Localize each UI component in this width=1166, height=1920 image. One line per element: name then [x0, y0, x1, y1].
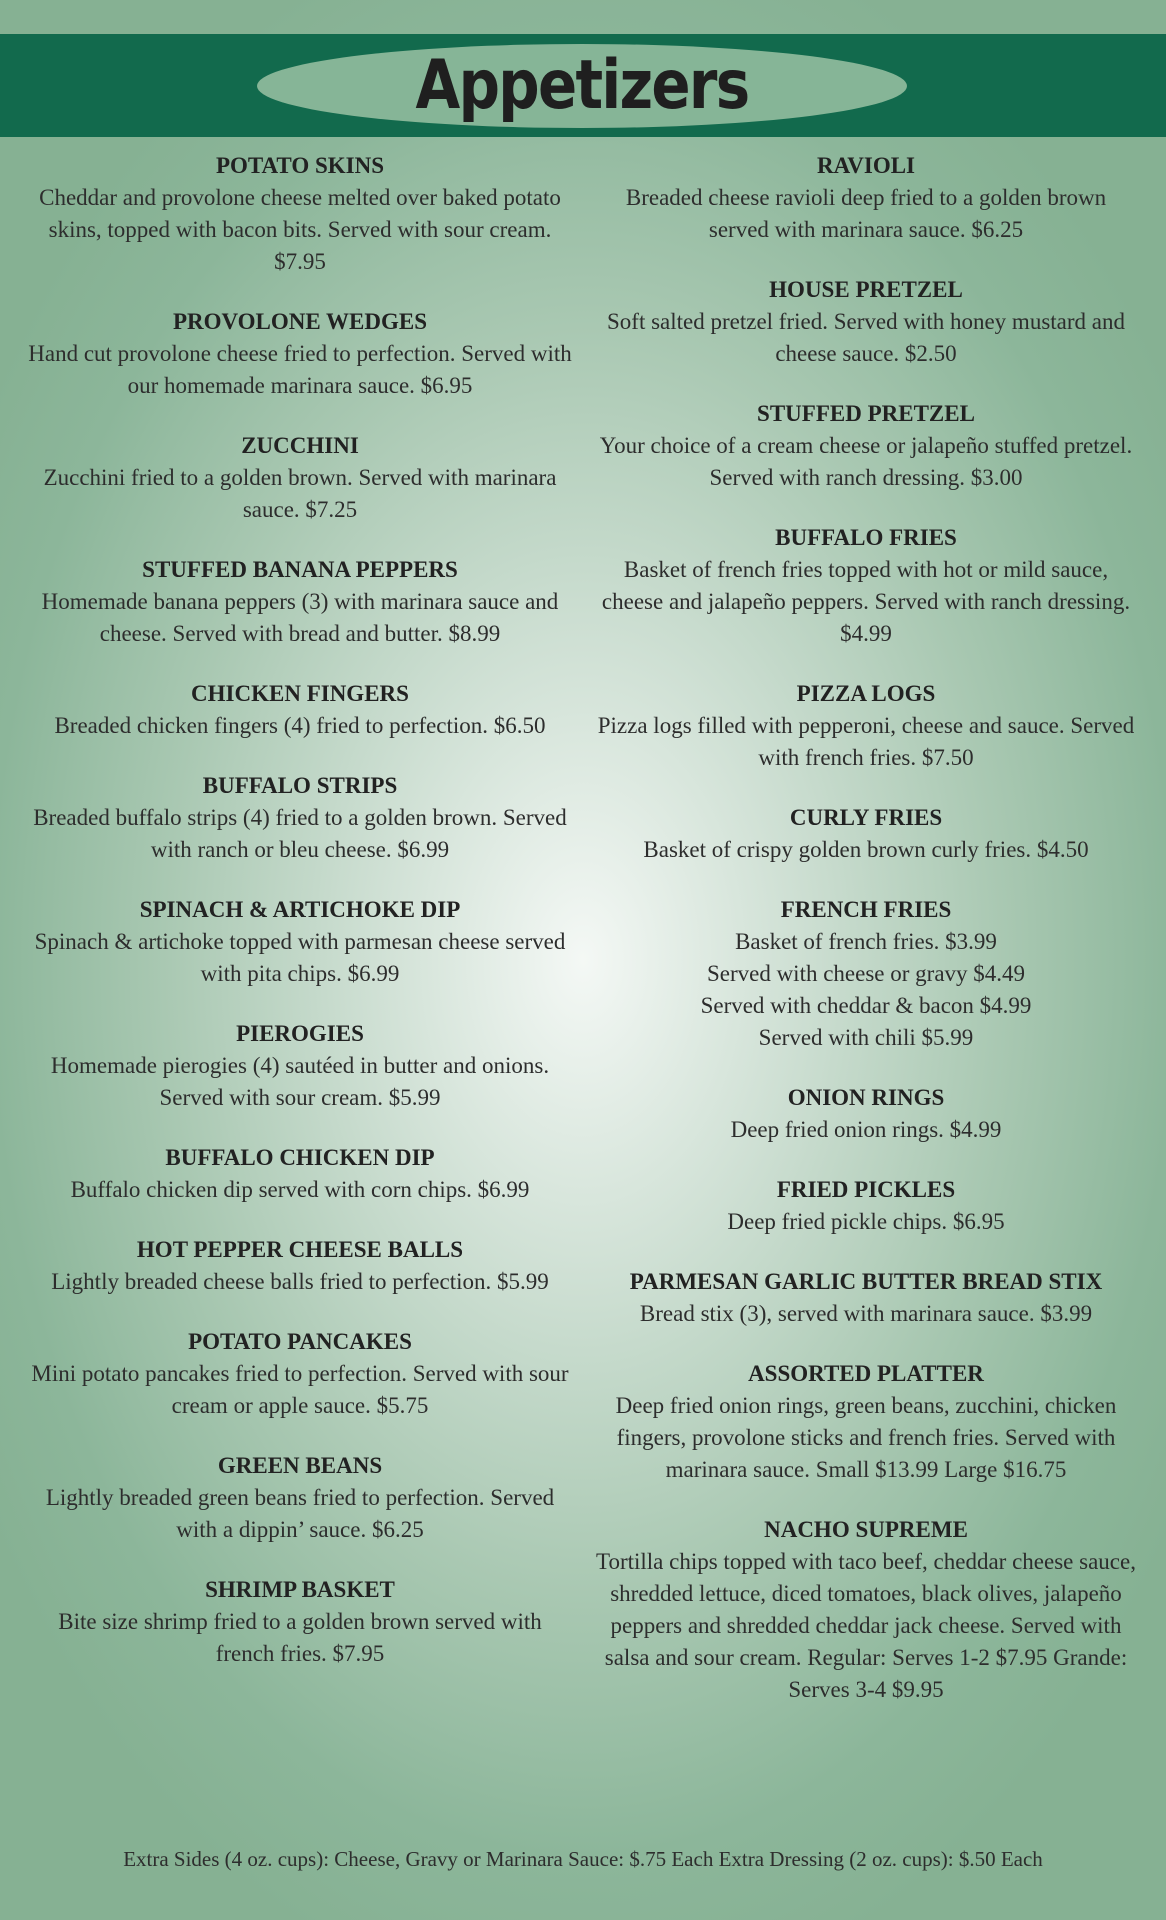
menu-item — [28, 150, 572, 278]
menu-item — [594, 802, 1138, 866]
menu-item — [28, 554, 572, 650]
menu-item — [28, 1018, 572, 1114]
extras-footer: Extra Sides (4 oz. cups): Cheese, Gravy or Marinara Sauce: $.75 Each Extra Dressing (2 oz. cups): $.50 Each — [123, 1847, 1043, 1871]
menu-item — [28, 1450, 572, 1546]
item-name: CHICKEN FINGERS — [191, 681, 409, 706]
item-name: BUFFALO CHICKEN DIP — [165, 1145, 435, 1170]
item-name: HOUSE PRETZEL — [769, 277, 963, 302]
menu-item — [28, 306, 572, 402]
menu-item — [28, 1574, 572, 1670]
item-description: Soft salted pretzel fried. Served with honey mustard and cheese sauce. $2.50 — [607, 309, 1125, 366]
item-description-line: Served with cheddar & bacon $4.99 — [700, 993, 1032, 1018]
item-description: Your choice of a cream cheese or jalapeño stuffed pretzel. Served with ranch dressing. $3.00 — [599, 433, 1133, 490]
menu-item — [594, 1266, 1138, 1330]
item-description: Lightly breaded green beans fried to perfection. Served with a dippin’ sauce. $6.25 — [45, 1485, 555, 1542]
item-name: FRIED PICKLES — [776, 1177, 956, 1202]
menu-item — [594, 522, 1138, 650]
item-description-line: Basket of french fries. $3.99 — [735, 929, 997, 954]
menu-item — [28, 1326, 572, 1422]
item-name: FRENCH FRIES — [780, 897, 952, 922]
menu-item — [28, 430, 572, 526]
item-name: SPINACH & ARTICHOKE DIP — [139, 897, 461, 922]
item-name: CURLY FRIES — [789, 805, 943, 830]
item-name: SHRIMP BASKET — [205, 1577, 395, 1602]
item-name: BUFFALO STRIPS — [202, 773, 398, 798]
item-description: Deep fried onion rings. $4.99 — [730, 1117, 1002, 1142]
item-description: Breaded buffalo strips (4) fried to a golden brown. Served with ranch or bleu cheese. $6.99 — [33, 805, 567, 862]
item-description: Buffalo chicken dip served with corn chips. $6.99 — [70, 1177, 530, 1202]
menu-title: Appetizers — [415, 46, 749, 125]
item-description: Cheddar and provolone cheese melted over baked potato skins, topped with bacon bits. Served with sour cream. $7.95 — [39, 185, 561, 274]
menu-item — [594, 274, 1138, 370]
item-description: Deep fried pickle chips. $6.95 — [727, 1209, 1005, 1234]
item-name: PIZZA LOGS — [796, 681, 936, 706]
item-description: Tortilla chips topped with taco beef, cheddar cheese sauce, shredded lettuce, diced tomatoes, black olives, jalapeño peppers and shredded cheddar jack cheese. Served with salsa and sour cream. Regular: Serves 1-2 $7.95 Grande: Serves 3-4 $9.95 — [596, 1549, 1136, 1702]
menu-item — [28, 1142, 572, 1206]
right-column — [594, 150, 1138, 1734]
item-name: RAVIOLI — [817, 153, 915, 178]
item-description-line: Served with chili $5.99 — [758, 1025, 974, 1050]
menu-item — [594, 1514, 1138, 1706]
item-name: ONION RINGS — [787, 1085, 945, 1110]
menu-item — [28, 770, 572, 866]
menu-item — [594, 150, 1138, 246]
item-name: STUFFED BANANA PEPPERS — [142, 557, 458, 582]
menu-item — [28, 1234, 572, 1298]
item-name: POTATO SKINS — [215, 153, 385, 178]
menu-item — [28, 678, 572, 742]
item-name: PROVOLONE WEDGES — [172, 309, 428, 334]
item-description: Basket of french fries topped with hot or mild sauce, cheese and jalapeño peppers. Served with ranch dressing. $4.99 — [601, 557, 1131, 646]
item-description: Homemade pierogies (4) sautéed in butter and onions. Served with sour cream. $5.99 — [50, 1053, 550, 1110]
menu-item — [594, 398, 1138, 494]
item-name: ZUCCHINI — [241, 433, 359, 458]
item-description: Breaded cheese ravioli deep fried to a golden brown served with marinara sauce. $6.25 — [625, 185, 1107, 242]
item-description-line: Served with cheese or gravy $4.49 — [706, 961, 1026, 986]
item-description: Pizza logs filled with pepperoni, cheese and sauce. Served with french fries. $7.50 — [597, 713, 1135, 770]
item-name: BUFFALO FRIES — [775, 525, 957, 550]
item-name: POTATO PANCAKES — [188, 1329, 412, 1354]
item-name: GREEN BEANS — [217, 1453, 383, 1478]
item-description: Breaded chicken fingers (4) fried to perfection. $6.50 — [54, 713, 546, 738]
menu-item — [28, 894, 572, 990]
menu-item — [594, 894, 1138, 1054]
item-description: Deep fried onion rings, green beans, zucchini, chicken fingers, provolone sticks and french fries. Served with marinara sauce. Small $13.99 Large $16.75 — [615, 1393, 1117, 1482]
left-column — [28, 150, 572, 1698]
item-name: PARMESAN GARLIC BUTTER BREAD STIX — [629, 1269, 1103, 1294]
item-name: HOT PEPPER CHEESE BALLS — [136, 1237, 464, 1262]
item-description: Bread stix (3), served with marinara sauce. $3.99 — [639, 1301, 1093, 1326]
item-description: Basket of crispy golden brown curly fries. $4.50 — [643, 837, 1089, 862]
menu-item — [594, 1174, 1138, 1238]
item-description: Lightly breaded cheese balls fried to perfection. $5.99 — [51, 1269, 549, 1294]
item-description: Homemade banana peppers (3) with marinara sauce and cheese. Served with bread and butter. $8.99 — [41, 589, 559, 646]
menu-item — [594, 1082, 1138, 1146]
menu-item — [594, 1358, 1138, 1486]
menu-item — [594, 678, 1138, 774]
item-description: Hand cut provolone cheese fried to perfection. Served with our homemade marinara sauce. $6.95 — [28, 341, 572, 398]
item-description: Zucchini fried to a golden brown. Served with marinara sauce. $7.25 — [43, 465, 557, 522]
item-description: Spinach & artichoke topped with parmesan cheese served with pita chips. $6.99 — [34, 929, 566, 986]
item-name: ASSORTED PLATTER — [748, 1361, 984, 1386]
item-name: PIEROGIES — [236, 1021, 364, 1046]
item-description: Mini potato pancakes fried to perfection. Served with sour cream or apple sauce. $5.75 — [31, 1361, 569, 1418]
item-name: STUFFED PRETZEL — [757, 401, 975, 426]
item-name: NACHO SUPREME — [764, 1517, 968, 1542]
item-description: Bite size shrimp fried to a golden brown served with french fries. $7.95 — [58, 1609, 542, 1666]
